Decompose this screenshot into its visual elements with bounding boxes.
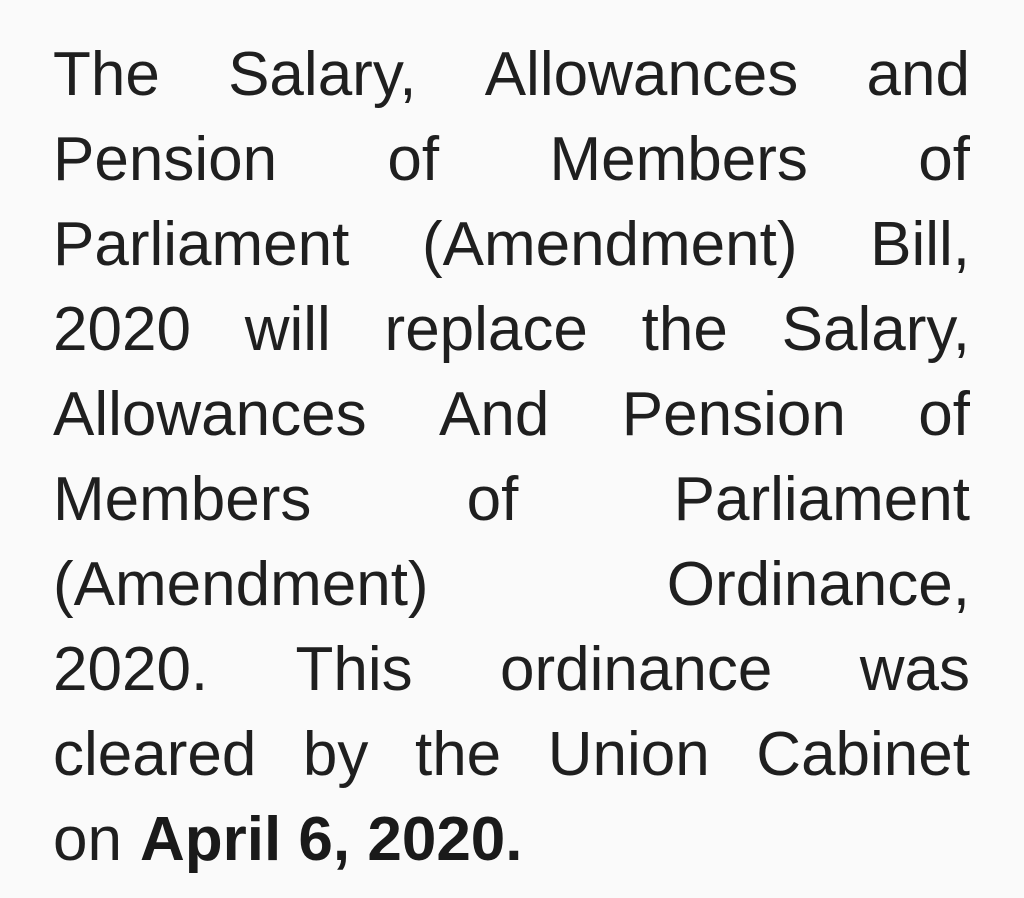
text-line [53,712,970,797]
word: And [439,380,550,449]
word: Union [547,720,710,789]
word: Salary, [781,295,970,364]
word: Pension [53,125,278,194]
word: cleared [53,720,257,789]
text-line [53,372,970,457]
text-line [53,542,970,627]
word: and [866,40,970,109]
emphasized-date: April 6, 2020. [139,805,523,874]
word: the [414,720,502,789]
text-line [53,287,970,372]
word: Parliament [673,465,970,534]
word: the [641,295,728,364]
word: ordinance [500,635,773,704]
word: Allowances [484,40,799,109]
word: Pension [621,380,846,449]
text-line [53,32,970,117]
text-line [53,457,970,542]
word: Members [53,465,312,534]
word: Allowances [53,380,367,449]
word: The [53,40,160,109]
word: Cabinet [756,720,970,789]
word: was [859,635,970,704]
text-line-final [53,797,970,882]
word: by [302,720,369,789]
word: 2020. [53,635,209,704]
text-line [53,202,970,287]
text-line [53,117,970,202]
word: Members [549,125,808,194]
word: (Amendment) [53,550,429,619]
word: on [53,805,122,874]
word: Parliament [53,210,350,279]
text-line [53,627,970,712]
word: (Amendment) [421,210,798,279]
word: Salary, [228,40,417,109]
word: replace [384,295,588,364]
word: of [918,380,970,449]
word: 2020 [53,295,191,364]
article-body [53,32,970,882]
word: This [295,635,413,704]
word: of [387,125,440,194]
word: Ordinance, [666,550,970,619]
word: of [466,465,519,534]
word: will [244,295,331,364]
word: of [918,125,970,194]
word: Bill, [870,210,970,279]
